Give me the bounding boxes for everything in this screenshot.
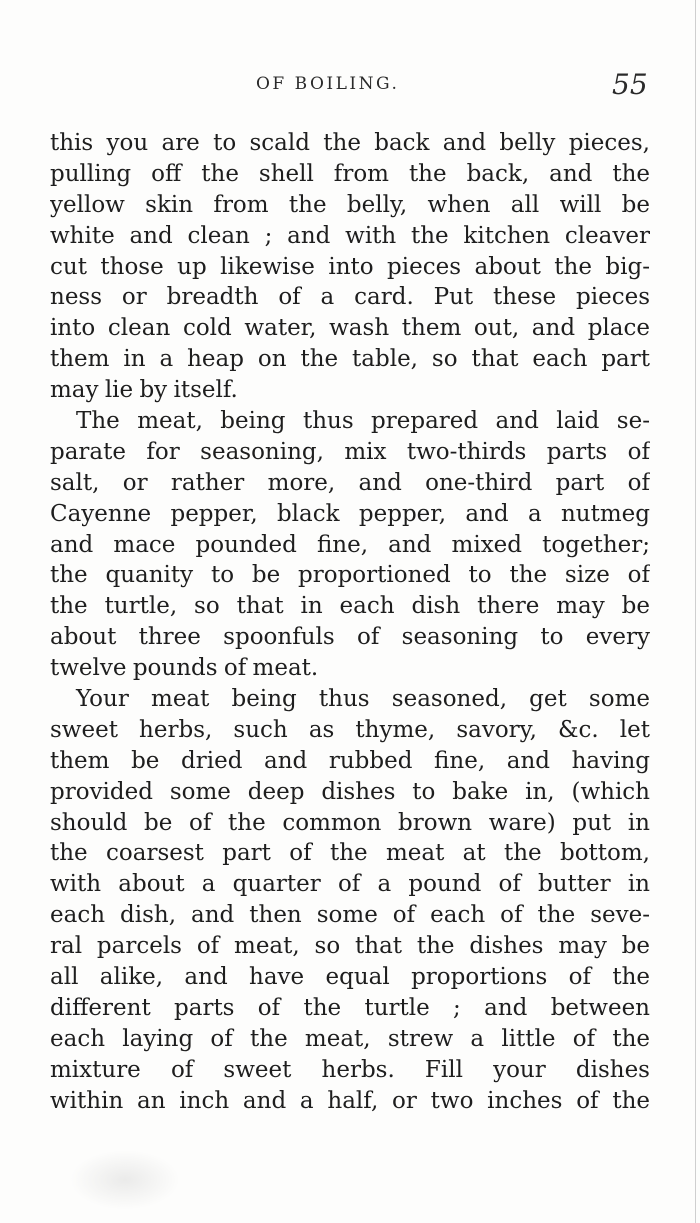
page-header (0, 68, 700, 108)
page-number: 55 (612, 68, 648, 101)
running-head: OF BOILING. (256, 74, 400, 94)
text-line: each dish, and then some of each of the seve- (50, 902, 650, 929)
text-line: yellow skin from the belly, when all will be (50, 191, 650, 218)
text-line: within an inch and a half, or two inches of the (50, 1087, 650, 1114)
text-line: twelve pounds of meat. (50, 655, 319, 682)
text-line: Your meat being thus seasoned, get some (76, 686, 650, 713)
text-line: the turtle, so that in each dish there may be (50, 593, 650, 620)
text-line: each laying of the meat, strew a little of the (50, 1025, 650, 1052)
text-line: with about a quarter of a pound of butter in (50, 871, 650, 898)
text-line: sweet herbs, such as thyme, savory, &c. let (50, 716, 650, 743)
text-line: into clean cold water, wash them out, and place (50, 315, 650, 342)
text-line: all alike, and have equal proportions of the (50, 964, 650, 991)
text-line: the quanity to be proportioned to the size of (50, 562, 650, 589)
text-line: provided some deep dishes to bake in, (which (50, 778, 650, 805)
page-edge (695, 0, 696, 1223)
text-line: them in a heap on the table, so that each part (50, 346, 650, 373)
text-line: different parts of the turtle ; and between (50, 994, 650, 1021)
text-line: Cayenne pepper, black pepper, and a nutmeg (50, 500, 650, 527)
paper-smudge (70, 1150, 180, 1210)
text-line: mixture of sweet herbs. Fill your dishes (50, 1056, 650, 1083)
text-line: and mace pounded fine, and mixed together; (50, 531, 650, 558)
text-line: cut those up likewise into pieces about the big- (50, 253, 650, 280)
body-text (50, 128, 650, 1117)
text-line: ral parcels of meat, so that the dishes may be (50, 933, 650, 960)
text-line: ness or breadth of a card. Put these pieces (50, 284, 650, 311)
text-line: The meat, being thus prepared and laid se- (76, 408, 650, 435)
text-line: parate for seasoning, mix two-thirds parts of (50, 438, 650, 465)
text-line: salt, or rather more, and one-third part of (50, 469, 650, 496)
text-line: may lie by itself. (50, 377, 238, 404)
text-line: this you are to scald the back and belly pieces, (50, 130, 650, 156)
text-line: the coarsest part of the meat at the bottom, (50, 840, 650, 867)
text-line: about three spoonfuls of seasoning to every (50, 624, 650, 651)
text-line: white and clean ; and with the kitchen cleaver (50, 222, 650, 249)
text-line: pulling off the shell from the back, and the (50, 160, 650, 187)
text-line: should be of the common brown ware) put in (50, 809, 650, 836)
text-line: them be dried and rubbed fine, and having (50, 747, 650, 774)
